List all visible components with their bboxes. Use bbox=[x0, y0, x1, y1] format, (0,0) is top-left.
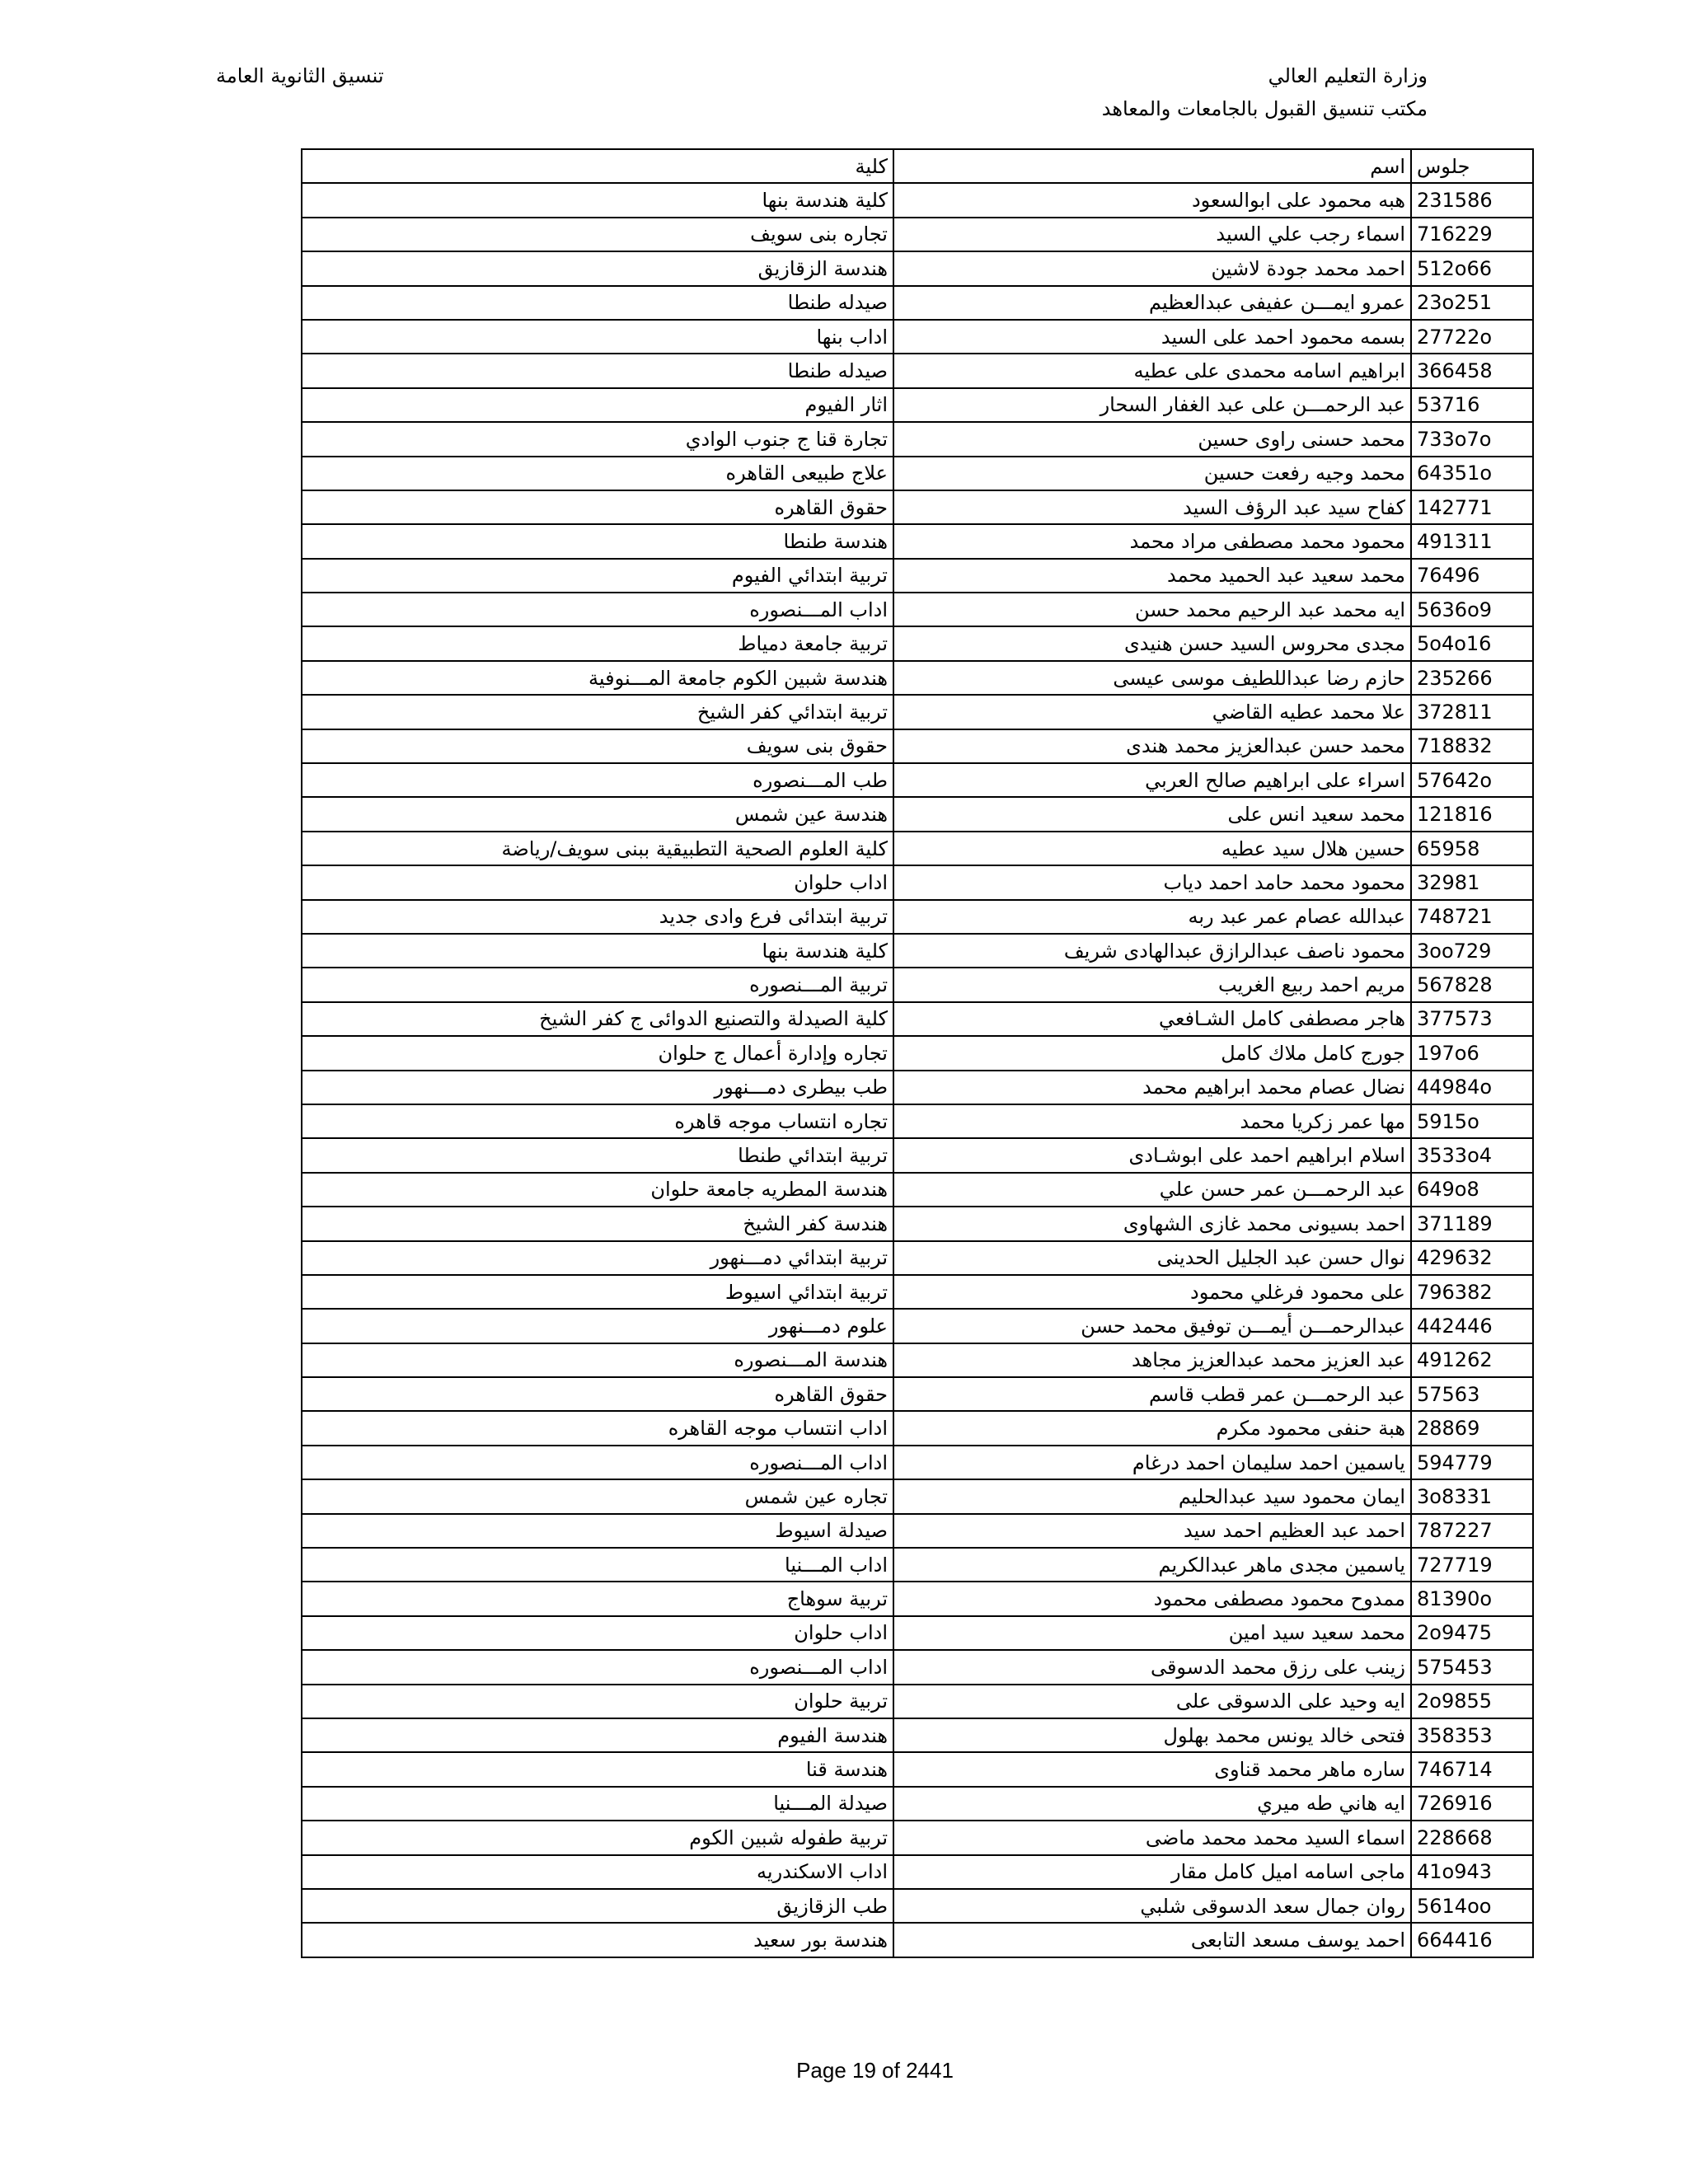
seat-number-cell: 41o943 bbox=[1411, 1855, 1533, 1889]
ministry-title: وزارة التعليم العالي bbox=[1268, 64, 1428, 87]
seat-number-cell: 664416 bbox=[1411, 1923, 1533, 1957]
college-cell: اداب حلوان bbox=[302, 1616, 893, 1650]
college-cell: هندسة الفيوم bbox=[302, 1718, 893, 1752]
college-cell: كلية العلوم الصحية التطبيقية ببنى سويف/رياضة bbox=[302, 832, 893, 865]
student-name-cell: محمود محمد مصطفى مراد محمد bbox=[893, 524, 1411, 558]
seat-number-cell: 746714 bbox=[1411, 1752, 1533, 1786]
college-cell: تربية حلوان bbox=[302, 1685, 893, 1718]
college-cell: تجاره وإدارة أعمال ج حلوان bbox=[302, 1036, 893, 1070]
student-name-cell: هبه محمود على ابوالسعود bbox=[893, 183, 1411, 217]
student-name-cell: كفاح سيد عبد الرؤف السيد bbox=[893, 490, 1411, 524]
college-cell: تجارة قنا ج جنوب الوادي bbox=[302, 422, 893, 456]
table-row bbox=[302, 729, 1533, 763]
seat-number-cell: 372811 bbox=[1411, 695, 1533, 729]
table-row bbox=[302, 1889, 1533, 1923]
student-name-cell: زينب على رزق محمد الدسوقى bbox=[893, 1650, 1411, 1684]
table-row bbox=[302, 1104, 1533, 1138]
college-cell: تربية سوهاج bbox=[302, 1582, 893, 1615]
college-cell: تربية ابتدائي اسيوط bbox=[302, 1275, 893, 1309]
table-row bbox=[302, 968, 1533, 1001]
seat-number-cell: 429632 bbox=[1411, 1241, 1533, 1275]
seat-number-cell: 366458 bbox=[1411, 354, 1533, 387]
college-cell: صيدلة المـــنيا bbox=[302, 1787, 893, 1821]
seat-number-cell: 2o9475 bbox=[1411, 1616, 1533, 1650]
table-row bbox=[302, 1787, 1533, 1821]
student-name-cell: احمد يوسف مسعد التابعى bbox=[893, 1923, 1411, 1957]
seat-number-cell: 231586 bbox=[1411, 183, 1533, 217]
student-name-cell: على محمود فرغلي محمود bbox=[893, 1275, 1411, 1309]
college-cell: طب الزقازيق bbox=[302, 1889, 893, 1923]
table-row bbox=[302, 1479, 1533, 1513]
student-name-cell: ممدوح محمود مصطفى محمود bbox=[893, 1582, 1411, 1615]
table-row bbox=[302, 1377, 1533, 1411]
college-cell: تجاره انتساب موجه قاهره bbox=[302, 1104, 893, 1138]
seat-number-cell: 5614oo bbox=[1411, 1889, 1533, 1923]
student-name-cell: حسين هلال سيد عطيه bbox=[893, 832, 1411, 865]
college-cell: هندسة طنطا bbox=[302, 524, 893, 558]
college-cell: طب المـــنصوره bbox=[302, 763, 893, 797]
column-header-name: اسم bbox=[893, 149, 1411, 183]
table-row bbox=[302, 320, 1533, 354]
table-row bbox=[302, 524, 1533, 558]
table-row bbox=[302, 422, 1533, 456]
student-name-cell: محمد سعيد سيد امين bbox=[893, 1616, 1411, 1650]
student-name-cell: مريم احمد ربيع الغريب bbox=[893, 968, 1411, 1001]
seat-number-cell: 733o7o bbox=[1411, 422, 1533, 456]
college-cell: تربية جامعة دمياط bbox=[302, 626, 893, 660]
table-row bbox=[302, 183, 1533, 217]
college-cell: تربية المـــنصوره bbox=[302, 968, 893, 1001]
student-name-cell: عبد الرحمـــن على عبد الغفار السحار bbox=[893, 388, 1411, 422]
seat-number-cell: 796382 bbox=[1411, 1275, 1533, 1309]
seat-number-cell: 5636o9 bbox=[1411, 593, 1533, 626]
college-cell: هندسة قنا bbox=[302, 1752, 893, 1786]
seat-number-cell: 594779 bbox=[1411, 1446, 1533, 1479]
seat-number-cell: 377573 bbox=[1411, 1002, 1533, 1036]
table-row bbox=[302, 1650, 1533, 1684]
college-cell: كلية الصيدلة والتصنيع الدوائى ج كفر الشيخ bbox=[302, 1002, 893, 1036]
student-name-cell: ايه وحيد على الدسوقى على bbox=[893, 1685, 1411, 1718]
college-cell: هندسة المطريه جامعة حلوان bbox=[302, 1173, 893, 1207]
student-name-cell: حازم رضا عبداللطيف موسى عيسى bbox=[893, 661, 1411, 695]
seat-number-cell: 3o8331 bbox=[1411, 1479, 1533, 1513]
student-name-cell: عبد الرحمـــن عمر قطب قاسم bbox=[893, 1377, 1411, 1411]
seat-number-cell: 3oo729 bbox=[1411, 934, 1533, 968]
seat-number-cell: 5o4o16 bbox=[1411, 626, 1533, 660]
college-cell: تجاره عين شمس bbox=[302, 1479, 893, 1513]
student-name-cell: محمد سعيد انس على bbox=[893, 797, 1411, 831]
seat-number-cell: 57642o bbox=[1411, 763, 1533, 797]
seat-number-cell: 649o8 bbox=[1411, 1173, 1533, 1207]
college-cell: تربية ابتدائي طنطا bbox=[302, 1138, 893, 1172]
college-cell: هندسة عين شمس bbox=[302, 797, 893, 831]
college-cell: طب بيطرى دمـــنهور bbox=[302, 1071, 893, 1104]
seat-number-cell: 512o66 bbox=[1411, 251, 1533, 285]
seat-number-cell: 32981 bbox=[1411, 865, 1533, 899]
college-cell: كلية هندسة بنها bbox=[302, 183, 893, 217]
seat-number-cell: 81390o bbox=[1411, 1582, 1533, 1615]
table-row bbox=[302, 286, 1533, 320]
seat-number-cell: 228668 bbox=[1411, 1821, 1533, 1854]
table-row bbox=[302, 1718, 1533, 1752]
column-header-id: جلوس bbox=[1411, 149, 1533, 183]
college-cell: اداب بنها bbox=[302, 320, 893, 354]
seat-number-cell: 64351o bbox=[1411, 457, 1533, 490]
seat-number-cell: 787227 bbox=[1411, 1514, 1533, 1548]
table-header-row bbox=[302, 149, 1533, 183]
seat-number-cell: 491262 bbox=[1411, 1343, 1533, 1377]
table-row bbox=[302, 900, 1533, 934]
student-name-cell: مجدى محروس السيد حسن هنيدى bbox=[893, 626, 1411, 660]
table-row bbox=[302, 1173, 1533, 1207]
table-row bbox=[302, 354, 1533, 387]
student-name-cell: محمد حسنى راوى حسين bbox=[893, 422, 1411, 456]
college-cell: اداب المـــنصوره bbox=[302, 1650, 893, 1684]
student-name-cell: ساره ماهر محمد قناوى bbox=[893, 1752, 1411, 1786]
college-cell: علاج طبيعى القاهره bbox=[302, 457, 893, 490]
college-cell: اداب المـــنصوره bbox=[302, 593, 893, 626]
college-cell: تربية ابتدائي الفيوم bbox=[302, 559, 893, 593]
college-cell: هندسة كفر الشيخ bbox=[302, 1207, 893, 1240]
college-cell: تربية طفوله شبين الكوم bbox=[302, 1821, 893, 1854]
seat-number-cell: 57563 bbox=[1411, 1377, 1533, 1411]
table-row bbox=[302, 626, 1533, 660]
table-row bbox=[302, 1582, 1533, 1615]
college-cell: حقوق القاهره bbox=[302, 1377, 893, 1411]
table-row bbox=[302, 490, 1533, 524]
coordination-title: تنسيق الثانوية العامة bbox=[216, 64, 384, 87]
student-name-cell: احمد محمد جودة لاشين bbox=[893, 251, 1411, 285]
seat-number-cell: 76496 bbox=[1411, 559, 1533, 593]
student-name-cell: ايه محمد عبد الرحيم محمد حسن bbox=[893, 593, 1411, 626]
seat-number-cell: 53716 bbox=[1411, 388, 1533, 422]
college-cell: اثار الفيوم bbox=[302, 388, 893, 422]
college-cell: تربية ابتدائي دمـــنهور bbox=[302, 1241, 893, 1275]
seat-number-cell: 197o6 bbox=[1411, 1036, 1533, 1070]
student-name-cell: بسمه محمود احمد على السيد bbox=[893, 320, 1411, 354]
table-row bbox=[302, 251, 1533, 285]
table-row bbox=[302, 1036, 1533, 1070]
student-name-cell: فتحى خالد يونس محمد بهلول bbox=[893, 1718, 1411, 1752]
seat-number-cell: 567828 bbox=[1411, 968, 1533, 1001]
college-cell: تجاره بنى سويف bbox=[302, 218, 893, 251]
student-name-cell: مها عمر زكريا محمد bbox=[893, 1104, 1411, 1138]
seat-number-cell: 142771 bbox=[1411, 490, 1533, 524]
table-row bbox=[302, 661, 1533, 695]
admissions-table bbox=[301, 148, 1534, 1958]
seat-number-cell: 3533o4 bbox=[1411, 1138, 1533, 1172]
seat-number-cell: 121816 bbox=[1411, 797, 1533, 831]
student-name-cell: عبدالله عصام عمر عبد ربه bbox=[893, 900, 1411, 934]
student-name-cell: احمد عبد العظيم احمد سيد bbox=[893, 1514, 1411, 1548]
student-name-cell: ايمان محمود سيد عبدالحليم bbox=[893, 1479, 1411, 1513]
table-row bbox=[302, 763, 1533, 797]
college-cell: تربية ابتدائي كفر الشيخ bbox=[302, 695, 893, 729]
seat-number-cell: 23o251 bbox=[1411, 286, 1533, 320]
seat-number-cell: 235266 bbox=[1411, 661, 1533, 695]
student-name-cell: ايه هاني طه ميري bbox=[893, 1787, 1411, 1821]
college-cell: تربية ابتدائى فرع وادى جديد bbox=[302, 900, 893, 934]
table-row bbox=[302, 1138, 1533, 1172]
table-row bbox=[302, 934, 1533, 968]
student-name-cell: ياسمين احمد سليمان احمد درغام bbox=[893, 1446, 1411, 1479]
college-cell: هندسة المـــنصوره bbox=[302, 1343, 893, 1377]
student-name-cell: محمود محمد حامد احمد دياب bbox=[893, 865, 1411, 899]
college-cell: حقوق القاهره bbox=[302, 490, 893, 524]
college-cell: هندسة الزقازيق bbox=[302, 251, 893, 285]
table-row bbox=[302, 1616, 1533, 1650]
table-row bbox=[302, 1002, 1533, 1036]
table-row bbox=[302, 1855, 1533, 1889]
table-row bbox=[302, 1923, 1533, 1957]
seat-number-cell: 44984o bbox=[1411, 1071, 1533, 1104]
seat-number-cell: 491311 bbox=[1411, 524, 1533, 558]
college-cell: اداب المـــنصوره bbox=[302, 1446, 893, 1479]
table-row bbox=[302, 1343, 1533, 1377]
student-name-cell: عبد الرحمـــن عمر حسن علي bbox=[893, 1173, 1411, 1207]
student-name-cell: اسماء رجب علي السيد bbox=[893, 218, 1411, 251]
seat-number-cell: 28869 bbox=[1411, 1411, 1533, 1445]
seat-number-cell: 718832 bbox=[1411, 729, 1533, 763]
column-header-college: كلية bbox=[302, 149, 893, 183]
student-name-cell: عبدالرحمـــن أيمـــن توفيق محمد حسن bbox=[893, 1309, 1411, 1343]
student-name-cell: جورج كامل ملاك كامل bbox=[893, 1036, 1411, 1070]
office-title: مكتب تنسيق القبول بالجامعات والمعاهد bbox=[1101, 97, 1428, 120]
table-row bbox=[302, 218, 1533, 251]
student-name-cell: ابراهيم اسامه محمدى على عطيه bbox=[893, 354, 1411, 387]
table-row bbox=[302, 797, 1533, 831]
seat-number-cell: 358353 bbox=[1411, 1718, 1533, 1752]
student-name-cell: ياسمين مجدى ماهر عبدالكريم bbox=[893, 1548, 1411, 1582]
college-cell: صيدله طنطا bbox=[302, 354, 893, 387]
student-name-cell: محمد حسن عبدالعزيز محمد هندى bbox=[893, 729, 1411, 763]
table-row bbox=[302, 1207, 1533, 1240]
seat-number-cell: 726916 bbox=[1411, 1787, 1533, 1821]
college-cell: اداب حلوان bbox=[302, 865, 893, 899]
college-cell: اداب الاسكندريه bbox=[302, 1855, 893, 1889]
student-name-cell: اسراء على ابراهيم صالح العربي bbox=[893, 763, 1411, 797]
student-name-cell: اسلام ابراهيم احمد على ابوشـادى bbox=[893, 1138, 1411, 1172]
table-row bbox=[302, 1548, 1533, 1582]
student-name-cell: روان جمال سعد الدسوقى شلبي bbox=[893, 1889, 1411, 1923]
student-name-cell: محمود ناصف عبدالرازق عبدالهادى شريف bbox=[893, 934, 1411, 968]
table-row bbox=[302, 457, 1533, 490]
table-row bbox=[302, 1821, 1533, 1854]
student-name-cell: محمد وجيه رفعت حسين bbox=[893, 457, 1411, 490]
college-cell: كلية هندسة بنها bbox=[302, 934, 893, 968]
table-row bbox=[302, 1685, 1533, 1718]
table-row bbox=[302, 865, 1533, 899]
seat-number-cell: 371189 bbox=[1411, 1207, 1533, 1240]
table-row bbox=[302, 1071, 1533, 1104]
seat-number-cell: 442446 bbox=[1411, 1309, 1533, 1343]
table-row bbox=[302, 695, 1533, 729]
seat-number-cell: 716229 bbox=[1411, 218, 1533, 251]
seat-number-cell: 727719 bbox=[1411, 1548, 1533, 1582]
table-row bbox=[302, 1752, 1533, 1786]
student-name-cell: عبد العزيز محمد عبدالعزيز مجاهد bbox=[893, 1343, 1411, 1377]
seat-number-cell: 2o9855 bbox=[1411, 1685, 1533, 1718]
seat-number-cell: 5915o bbox=[1411, 1104, 1533, 1138]
table-row bbox=[302, 1275, 1533, 1309]
college-cell: هندسة شبين الكوم جامعة المـــنوفية bbox=[302, 661, 893, 695]
student-name-cell: نضال عصام محمد ابراهيم محمد bbox=[893, 1071, 1411, 1104]
table-row bbox=[302, 1309, 1533, 1343]
student-name-cell: علا محمد عطيه القاضي bbox=[893, 695, 1411, 729]
college-cell: حقوق بنى سويف bbox=[302, 729, 893, 763]
table-row bbox=[302, 1241, 1533, 1275]
college-cell: هندسة بور سعيد bbox=[302, 1923, 893, 1957]
seat-number-cell: 27722o bbox=[1411, 320, 1533, 354]
table-row bbox=[302, 593, 1533, 626]
student-name-cell: ماجى اسامه اميل كامل مقار bbox=[893, 1855, 1411, 1889]
page-number: Page 19 of 2441 bbox=[796, 2058, 954, 2083]
table-row bbox=[302, 1446, 1533, 1479]
college-cell: اداب انتساب موجه القاهره bbox=[302, 1411, 893, 1445]
student-name-cell: هبة حنفى محمود مكرم bbox=[893, 1411, 1411, 1445]
table-row bbox=[302, 1411, 1533, 1445]
student-name-cell: اسماء السيد محمد محمد ماضى bbox=[893, 1821, 1411, 1854]
seat-number-cell: 65958 bbox=[1411, 832, 1533, 865]
student-name-cell: هاجر مصطفى كامل الشـافعي bbox=[893, 1002, 1411, 1036]
table-row bbox=[302, 1514, 1533, 1548]
college-cell: صيدله طنطا bbox=[302, 286, 893, 320]
seat-number-cell: 575453 bbox=[1411, 1650, 1533, 1684]
table-row bbox=[302, 559, 1533, 593]
college-cell: علوم دمـــنهور bbox=[302, 1309, 893, 1343]
seat-number-cell: 748721 bbox=[1411, 900, 1533, 934]
student-name-cell: محمد سعيد عبد الحميد محمد bbox=[893, 559, 1411, 593]
student-name-cell: نوال حسن عبد الجليل الحدينى bbox=[893, 1241, 1411, 1275]
college-cell: صيدلة اسيوط bbox=[302, 1514, 893, 1548]
student-name-cell: احمد بسيونى محمد غازى الشهاوى bbox=[893, 1207, 1411, 1240]
table-row bbox=[302, 388, 1533, 422]
student-name-cell: عمرو ايمـــن عفيفى عبدالعظيم bbox=[893, 286, 1411, 320]
college-cell: اداب المـــنيا bbox=[302, 1548, 893, 1582]
table-row bbox=[302, 832, 1533, 865]
